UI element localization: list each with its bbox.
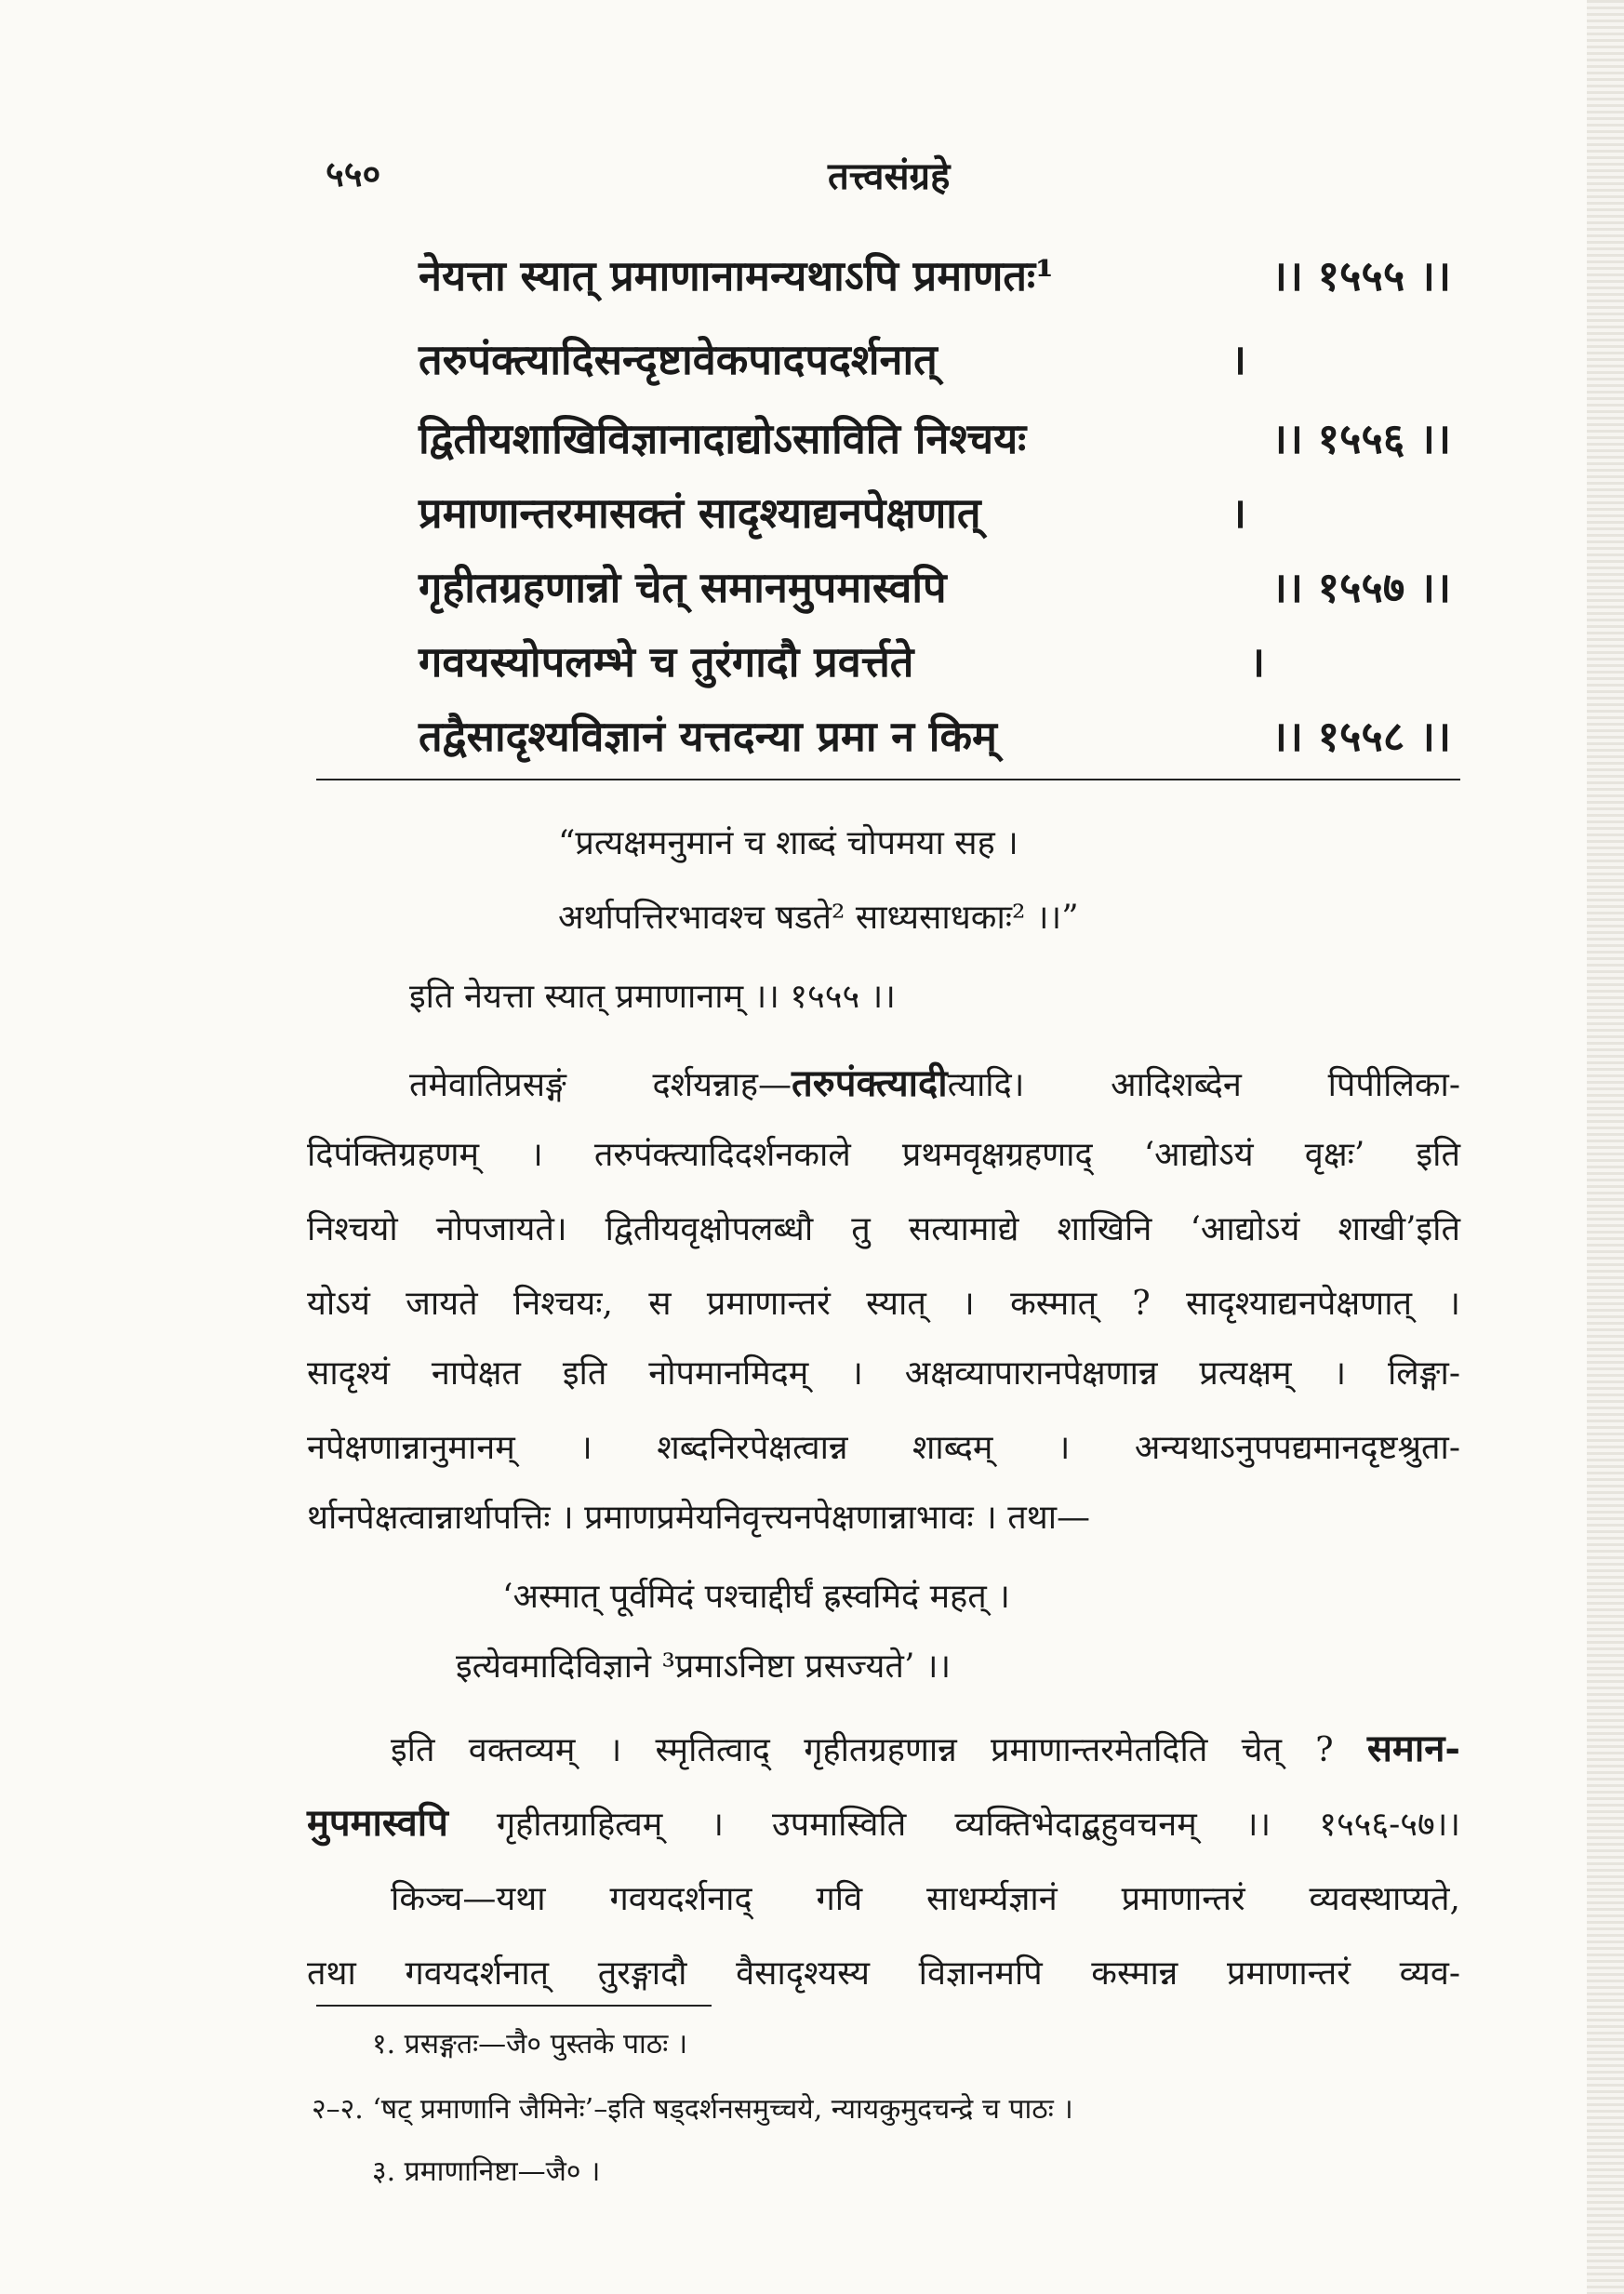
commentary-line: सादृश्यं नापेक्षत इति नोपमानमिदम् । अक्षव्यापारानपेक्षणान्न प्रत्यक्षम् । लिङ्गा-	[307, 1354, 1460, 1393]
commentary-line: योऽयं जायते निश्चयः, स प्रमाणान्तरं स्यात् । कस्मात् ? सादृश्याद्यनपेक्षणात् ।	[307, 1285, 1460, 1323]
commentary-line	[307, 1056, 1460, 1107]
commentary-line: नपेक्षणान्नानुमानम् । शब्दनिरपेक्षत्वान्न शाब्दम् । अन्यथाऽनुपपद्यमानदृष्टश्रुता-	[307, 1429, 1460, 1467]
section-divider	[316, 779, 1460, 780]
verse-number: ।	[1248, 637, 1265, 687]
verse-line	[419, 409, 1451, 466]
verse-text: प्रमाणान्तरमासक्तं सादृश्याद्यनपेक्षणात्	[419, 488, 981, 538]
verse-line	[419, 633, 1451, 689]
commentary-line	[307, 1795, 1460, 1847]
commentary-text: तमेवातिप्रसङ्गं दर्शयन्नाह—	[409, 1066, 792, 1104]
verse-text: तरुपंक्त्यादिसन्दृष्टावेकपादपदर्शनात्	[419, 335, 938, 384]
verse-line	[419, 707, 1451, 764]
verse-number: ।। १५५६ ।।	[1271, 414, 1451, 463]
bold-lemma: मुपमास्वपि	[307, 1801, 448, 1845]
verse-text: गृहीतग्रहणान्नो चेत् समानमुपमास्वपि	[419, 563, 947, 612]
commentary-text: गृहीतग्राहित्वम् । उपमास्विति व्यक्तिभेदाद्बहुवचनम् ।। १५५६-५७।।	[496, 1806, 1460, 1844]
verse-number: ।। १५५५ ।।	[1271, 251, 1451, 300]
verse-text: नेयत्ता स्यात् प्रमाणानामन्यथाऽपि प्रमाणतः¹	[419, 251, 1054, 300]
verse-line	[419, 247, 1451, 303]
iti-line: इति नेयत्ता स्यात् प्रमाणानाम् ।। १५५५ ।।	[409, 978, 896, 1016]
commentary-line: निश्चयो नोपजायते। द्वितीयवृक्षोपलब्धौ तु सत्यामाद्ये शाखिनि ‘आद्योऽयं शाखी’इति	[307, 1210, 1460, 1248]
verse-number: ।। १५५७ ।।	[1271, 563, 1451, 612]
verse-line	[419, 484, 1451, 540]
commentary-text: इति वक्तव्यम् । स्मृतित्वाद् गृहीतग्रहणान्न प्रमाणान्तरमेतदिति चेत् ?	[391, 1731, 1334, 1769]
verse-number: ।	[1230, 335, 1246, 384]
page-number: ५५०	[326, 153, 381, 194]
bold-lemma: तरुपंक्त्यादी	[792, 1061, 948, 1105]
verse-text: गवयस्योपलम्भे च तुरंगादौ प्रवर्त्तते	[419, 637, 914, 687]
verse-text: तद्वैसादृश्यविज्ञानं यत्तदन्या प्रमा न किम्	[419, 712, 997, 761]
commentary-text: किञ्च—यथा गवयदर्शनाद् गवि साधर्म्यज्ञानं प्रमाणान्तरं व्यवस्थाप्यते,	[391, 1880, 1460, 1918]
quote-line: ‘अस्मात् पूर्वमिदं पश्चाद्दीर्घं ह्रस्वमिदं महत् ।	[502, 1578, 1010, 1616]
bold-lemma: समान-	[1366, 1727, 1460, 1770]
commentary-line	[307, 1721, 1460, 1772]
quote-line: “प्रत्यक्षमनुमानं च शाब्दं चोपमया सह ।	[558, 824, 1018, 862]
footnote: ३. प्रमाणानिष्टा—जै० ।	[372, 2155, 601, 2188]
running-head: तत्त्वसंग्रहे	[828, 154, 951, 198]
footnote: २–२. ‘षट् प्रमाणानि जैमिनेः’–इति षड्दर्शनसमुच्चये, न्यायकुमुदचन्द्रे च पाठः ।	[312, 2093, 1073, 2126]
commentary-line: दिपंक्तिग्रहणम् । तरुपंक्त्यादिदर्शनकाले प्रथमवृक्षग्रहणाद् ‘आद्योऽयं वृक्षः’ इति	[307, 1136, 1460, 1174]
footnote-divider	[316, 2005, 712, 2007]
commentary-line: तथा गवयदर्शनात् तुरङ्गादौ वैसादृश्यस्य विज्ञानमपि कस्मान्न प्रमाणान्तरं व्यव-	[307, 1954, 1460, 1993]
commentary-line	[307, 1874, 1460, 1920]
commentary-line: र्थानपेक्षत्वान्नार्थापत्तिः । प्रमाणप्रमेयनिवृत्त्यनपेक्षणान्नाभावः । तथा—	[307, 1499, 1091, 1537]
verse-number: ।	[1230, 488, 1246, 538]
commentary-text: त्यादि। आदिशब्देन पिपीलिका-	[947, 1066, 1460, 1104]
verse-number: ।। १५५८ ।।	[1271, 712, 1451, 761]
verse-text: द्वितीयशाखिविज्ञानादाद्योऽसाविति निश्चयः	[419, 414, 1027, 463]
verse-line	[419, 330, 1451, 387]
binding-edge	[1587, 0, 1624, 2294]
quote-line: इत्येवमादिविज्ञाने ³प्रमाऽनिष्टा प्रसज्यते’ ।।	[456, 1647, 952, 1686]
quote-line: अर्थापत्तिरभावश्च षडते² साध्यसाधकाः² ।।”	[558, 899, 1079, 937]
footnote: १. प्रसङ्गतः—जै० पुस्तके पाठः ।	[372, 2028, 688, 2061]
verse-line	[419, 558, 1451, 615]
